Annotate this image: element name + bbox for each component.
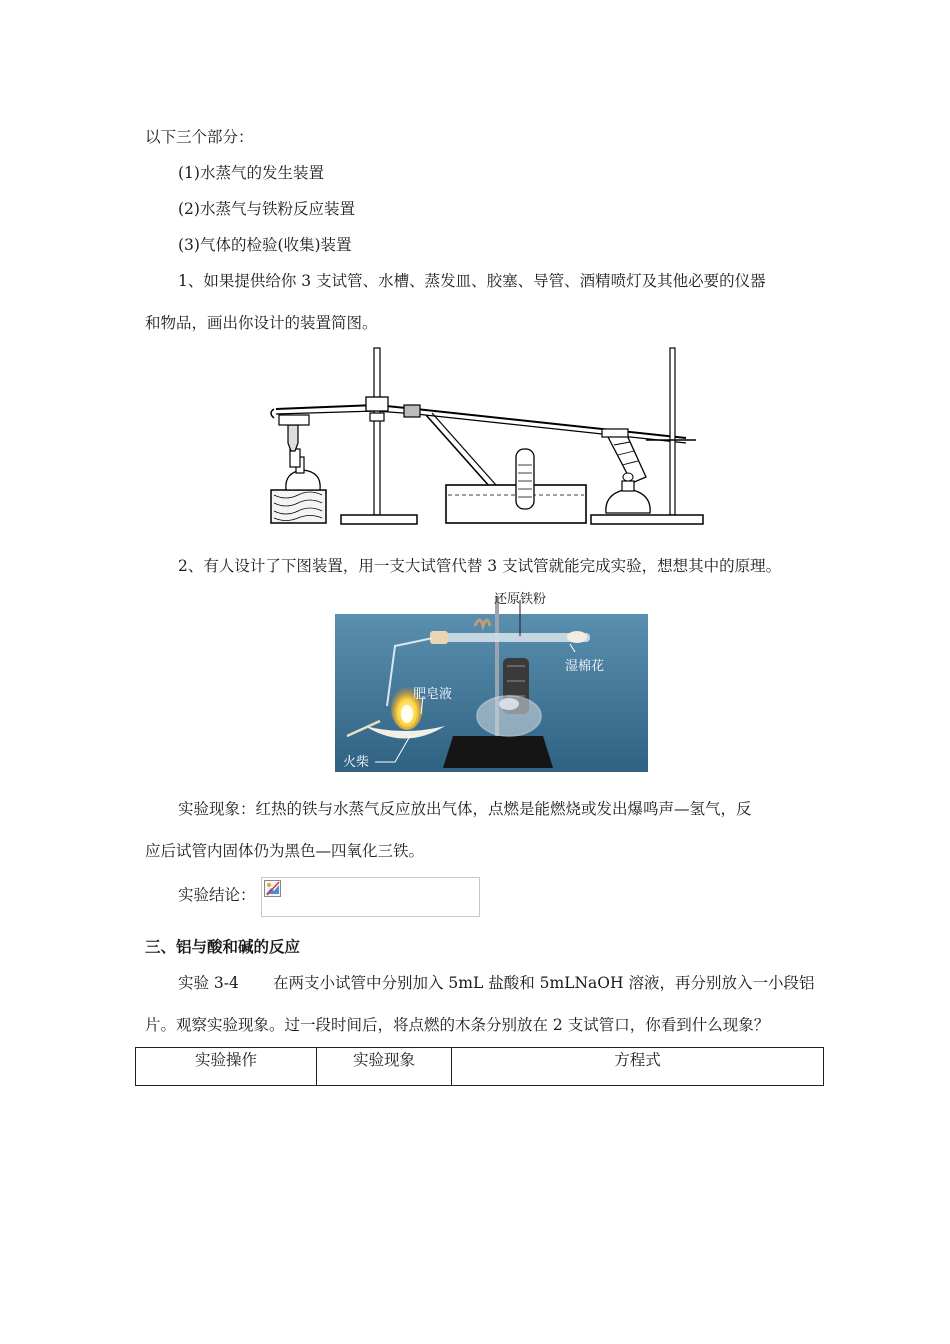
table-header-row [136, 1048, 824, 1086]
experiment-number: 实验 3-4 [178, 974, 239, 992]
experiment-table [135, 1047, 824, 1086]
apparatus-diagram [266, 345, 714, 527]
table-header-cell: 方程式 [452, 1048, 824, 1086]
conclusion-answer-box [261, 877, 480, 917]
experiment-text-cont: 片。观察实验现象。过一段时间后，将点燃的木条分别放在 2 支试管口，你看到什么现象？ [145, 1016, 770, 1034]
label-iron-powder: 还原铁粉 [493, 592, 547, 607]
broken-image-icon [264, 880, 281, 897]
question-1: 1、如果提供给你 3 支试管、水槽、蒸发皿、胶塞、导管、酒精喷灯及其他必要的仪器 [178, 272, 766, 290]
experiment-text: 在两支小试管中分别加入 5mL 盐酸和 5mLNaOH 溶液，再分别放入一小段铝 [273, 974, 815, 992]
label-soap-solution: 肥皂液 [413, 687, 453, 702]
conclusion-label: 实验结论： [178, 886, 256, 904]
table-header-cell: 实验操作 [136, 1048, 317, 1086]
label-match: 火柴 [343, 755, 370, 770]
text-line: 以下三个部分： [145, 128, 254, 146]
experiment-photo [335, 586, 648, 776]
question-1-cont: 和物品，画出你设计的装置简图。 [145, 314, 378, 332]
list-item-1: (1)水蒸气的发生装置 [178, 164, 324, 182]
question-2: 2、有人设计了下图装置，用一支大试管代替 3 支试管就能完成实验，想想其中的原理。 [178, 557, 782, 575]
list-item-2: (2)水蒸气与铁粉反应装置 [178, 200, 355, 218]
observation-text-cont: 应后试管内固体仍为黑色—四氧化三铁。 [145, 842, 425, 860]
observation-text: 实验现象：红热的铁与水蒸气反应放出气体，点燃是能燃烧或发出爆鸣声—氢气，反 [178, 800, 752, 818]
list-item-3: (3)气体的检验(收集)装置 [178, 236, 352, 254]
section-heading: 三、铝与酸和碱的反应 [145, 938, 301, 956]
label-wet-cotton: 湿棉花 [565, 659, 605, 674]
table-header-cell: 实验现象 [317, 1048, 452, 1086]
